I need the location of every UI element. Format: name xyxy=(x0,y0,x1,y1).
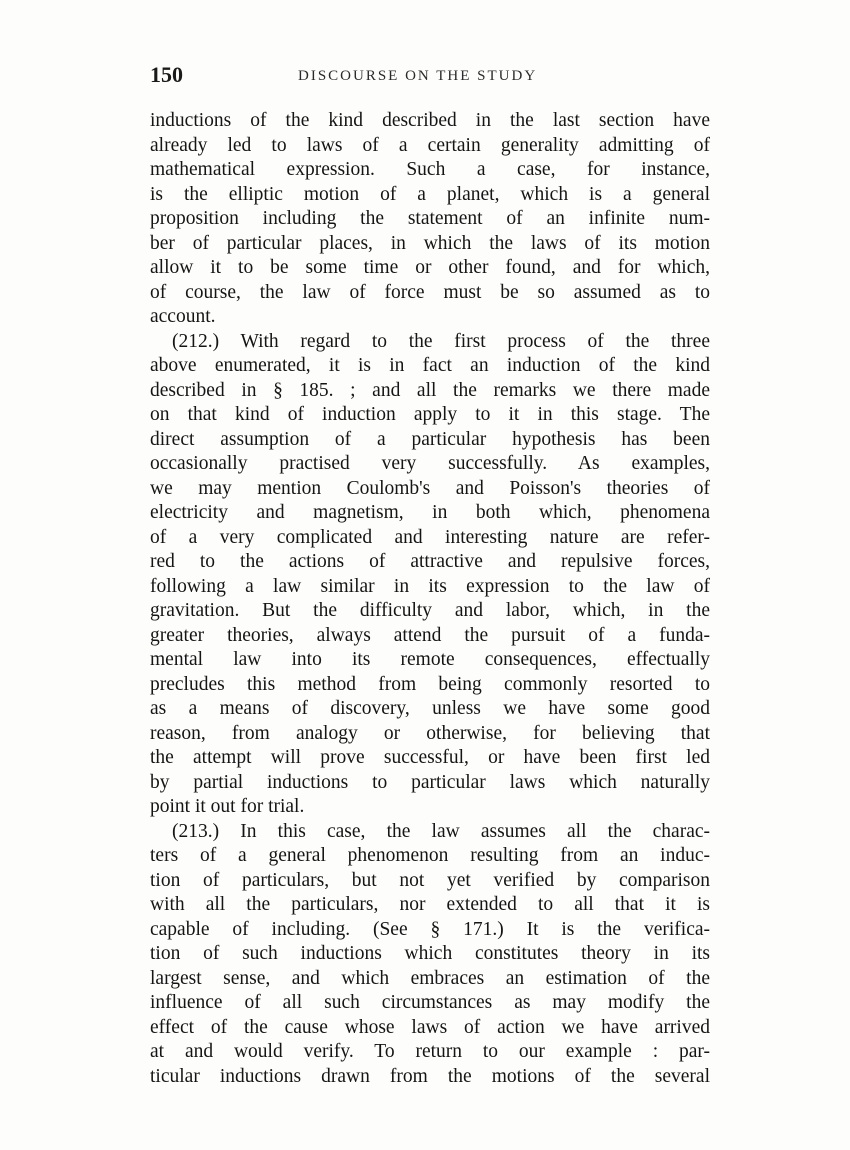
text-line: we may mention Coulomb's and Poisson's theories of xyxy=(150,477,710,499)
text-line: capable of including. (See § 171.) It is the verifica- xyxy=(150,918,710,940)
text-line: reason, from analogy or otherwise, for believing that xyxy=(150,722,710,744)
text-line: precludes this method from being commonly resorted to xyxy=(150,673,710,695)
text-line: proposition including the statement of an infinite num- xyxy=(150,208,710,229)
text-line: tion of such inductions which constitutes theory in its xyxy=(150,943,710,964)
text-line: occasionally practised very successfully. As examples, xyxy=(150,453,710,474)
text-line: red to the actions of attractive and repulsive forces, xyxy=(150,551,710,572)
text-line: tion of particulars, but not yet verified by comparison xyxy=(150,869,710,891)
text-line: mathematical expression. Such a case, for instance, xyxy=(150,159,710,180)
text-line: the attempt will prove successful, or have been first led xyxy=(150,747,710,768)
text-line: of a very complicated and interesting nature are refer- xyxy=(150,526,710,548)
text-line: already led to laws of a certain generality admitting of xyxy=(150,134,710,156)
text-line: point it out for trial. xyxy=(150,796,305,817)
text-line: is the elliptic motion of a planet, which is a general xyxy=(150,183,710,205)
text-line: at and would verify. To return to our example : par- xyxy=(150,1041,710,1062)
text-line: effect of the cause whose laws of action we have arrived xyxy=(150,1016,710,1038)
page-number: 150 xyxy=(150,62,183,87)
text-line: (212.) With regard to the first process of the three xyxy=(172,330,710,352)
text-line: of course, the law of force must be so assumed as to xyxy=(150,281,710,303)
text-line: electricity and magnetism, in both which, phenomena xyxy=(150,502,710,523)
text-line: on that kind of induction apply to it in this stage. The xyxy=(150,404,710,425)
text-line: (213.) In this case, the law assumes all the charac- xyxy=(172,820,710,842)
text-line: ber of particular places, in which the laws of its motion xyxy=(150,232,710,254)
text-line: inductions of the kind described in the last section have xyxy=(150,110,710,131)
page-header xyxy=(150,62,710,92)
text-line: ticular inductions drawn from the motions of the several xyxy=(150,1065,710,1087)
text-line: greater theories, always attend the pursuit of a funda- xyxy=(150,624,710,646)
text-line: account. xyxy=(150,306,216,327)
text-line: described in § 185. ; and all the remarks we there made xyxy=(150,379,710,401)
text-line: largest sense, and which embraces an estimation of the xyxy=(150,967,710,989)
text-line: following a law similar in its expression to the law of xyxy=(150,575,710,597)
text-line: as a means of discovery, unless we have some good xyxy=(150,698,710,719)
text-line: with all the particulars, nor extended to all that it is xyxy=(150,894,710,915)
text-line: direct assumption of a particular hypothesis has been xyxy=(150,428,710,450)
text-line: by partial inductions to particular laws which naturally xyxy=(150,771,710,793)
text-line: mental law into its remote consequences, effectually xyxy=(150,649,710,670)
text-line: influence of all such circumstances as may modify the xyxy=(150,992,710,1013)
text-line: gravitation. But the difficulty and labor, which, in the xyxy=(150,600,710,621)
text-line: ters of a general phenomenon resulting from an induc- xyxy=(150,845,710,866)
text-line: above enumerated, it is in fact an induction of the kind xyxy=(150,355,710,376)
running-head: DISCOURSE ON THE STUDY xyxy=(298,68,538,84)
body-text xyxy=(150,109,710,1089)
text-line: allow it to be some time or other found, and for which, xyxy=(150,257,710,278)
